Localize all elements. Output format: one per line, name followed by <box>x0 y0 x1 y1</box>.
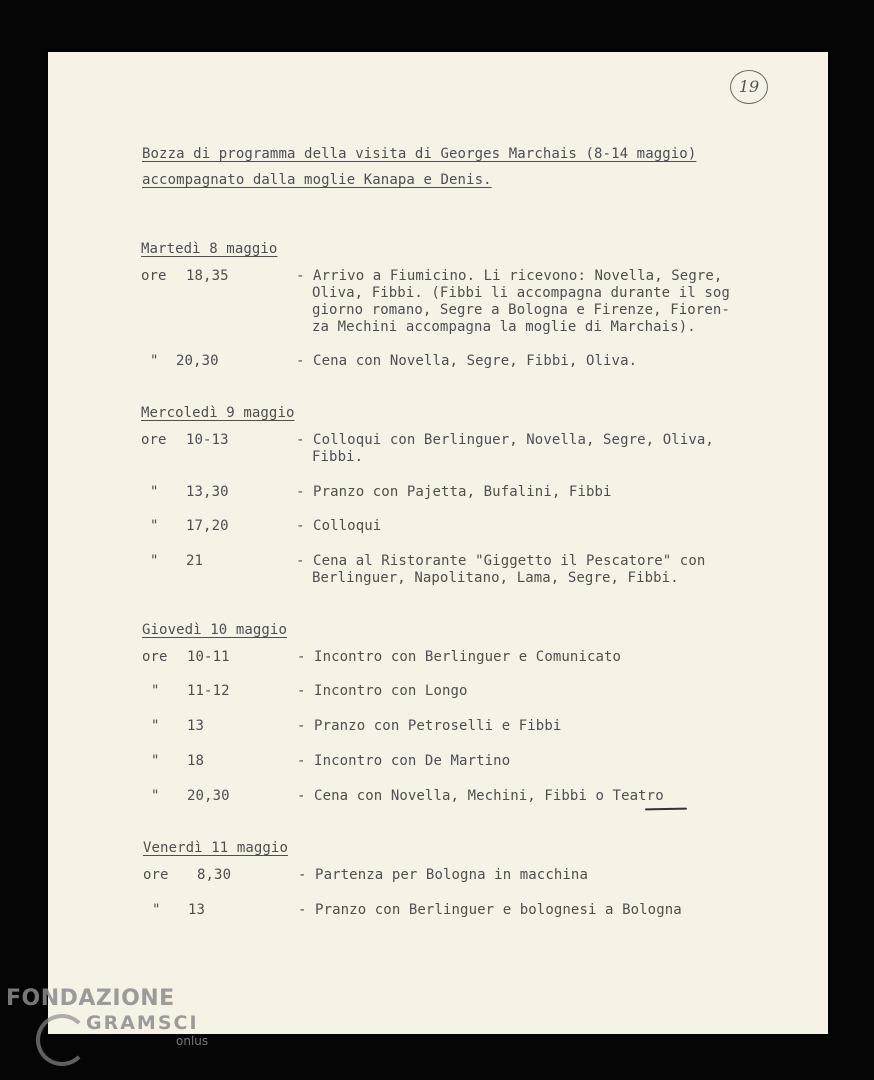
entry-prefix: ore <box>141 432 167 448</box>
entry-text-line: - Pranzo con Pajetta, Bufalini, Fibbi <box>296 484 612 500</box>
entry-prefix: " <box>150 553 159 569</box>
document-page <box>48 52 828 1034</box>
day-heading-venerdi: Venerdì 11 maggio <box>143 840 288 856</box>
entry-time: 10-13 <box>186 432 229 448</box>
g-logo-icon <box>36 1014 88 1066</box>
entry-prefix: " <box>151 753 160 769</box>
day-heading-martedi: Martedì 8 maggio <box>141 241 278 257</box>
entry-text-line: Oliva, Fibbi. (Fibbi li accompagna durante il sog <box>312 285 730 301</box>
title-line-2: accompagnato dalla moglie Kanapa e Denis. <box>142 172 492 188</box>
page-number-circled: 19 <box>730 70 768 104</box>
entry-time: 18 <box>187 753 205 769</box>
watermark-line-3: onlus <box>176 1034 209 1048</box>
entry-text-line: - Colloqui <box>296 518 382 534</box>
entry-time: 13,30 <box>186 484 229 500</box>
entry-prefix: " <box>151 718 160 734</box>
entry-text-line: - Colloqui con Berlinguer, Novella, Segre, Oliva, <box>296 432 714 448</box>
entry-prefix: " <box>151 788 160 804</box>
entry-time: 17,20 <box>186 518 229 534</box>
entry-time: 20,30 <box>187 788 230 804</box>
entry-prefix: ore <box>142 649 168 665</box>
entry-time: 11-12 <box>187 683 230 699</box>
entry-text-line: Fibbi. <box>312 449 364 465</box>
fondazione-gramsci-watermark <box>6 986 208 1048</box>
watermark-line-1: FONDAZIONE <box>6 986 175 1011</box>
entry-time: 20,30 <box>176 353 219 369</box>
entry-prefix: " <box>152 902 161 918</box>
entry-text-line: - Cena con Novella, Mechini, Fibbi o Teatro <box>297 788 664 804</box>
entry-text-line: - Cena al Ristorante "Giggetto il Pescatore" con <box>296 553 706 569</box>
title-line-1: Bozza di programma della visita di Georges Marchais (8-14 maggio) <box>142 146 697 162</box>
day-heading-giovedi: Giovedì 10 maggio <box>142 622 287 638</box>
entry-prefix: ore <box>141 268 167 284</box>
entry-prefix: " <box>151 683 160 699</box>
entry-text-line: Berlinguer, Napolitano, Lama, Segre, Fibbi. <box>312 570 679 586</box>
entry-text-line: - Incontro con Berlinguer e Comunicato <box>297 649 622 665</box>
entry-text-line: - Partenza per Bologna in macchina <box>298 867 588 883</box>
entry-time: 13 <box>188 902 206 918</box>
entry-prefix: " <box>150 484 159 500</box>
entry-text-line: - Incontro con De Martino <box>297 753 511 769</box>
watermark-line-2: GRAMSCI <box>86 1012 199 1034</box>
entry-text-line: - Incontro con Longo <box>297 683 468 699</box>
entry-text-line: - Pranzo con Berlinguer e bolognesi a Bologna <box>298 902 682 918</box>
entry-time: 8,30 <box>197 867 232 883</box>
entry-prefix: " <box>150 518 159 534</box>
entry-text-line: - Pranzo con Petroselli e Fibbi <box>297 718 562 734</box>
entry-time: 13 <box>187 718 205 734</box>
entry-text-line: - Cena con Novella, Segre, Fibbi, Oliva. <box>296 353 638 369</box>
entry-time: 21 <box>186 553 204 569</box>
day-heading-mercoledi: Mercoledì 9 maggio <box>141 405 295 421</box>
entry-text-line: za Mechini accompagna la moglie di Marchais). <box>312 319 696 335</box>
entry-prefix: " <box>150 353 159 369</box>
entry-text-line: - Arrivo a Fiumicino. Li ricevono: Novella, Segre, <box>296 268 723 284</box>
entry-time: 10-11 <box>187 649 230 665</box>
entry-text-line: giorno romano, Segre a Bologna e Firenze, Fioren- <box>312 302 730 318</box>
entry-time: 18,35 <box>186 268 229 284</box>
entry-prefix: ore <box>143 867 169 883</box>
